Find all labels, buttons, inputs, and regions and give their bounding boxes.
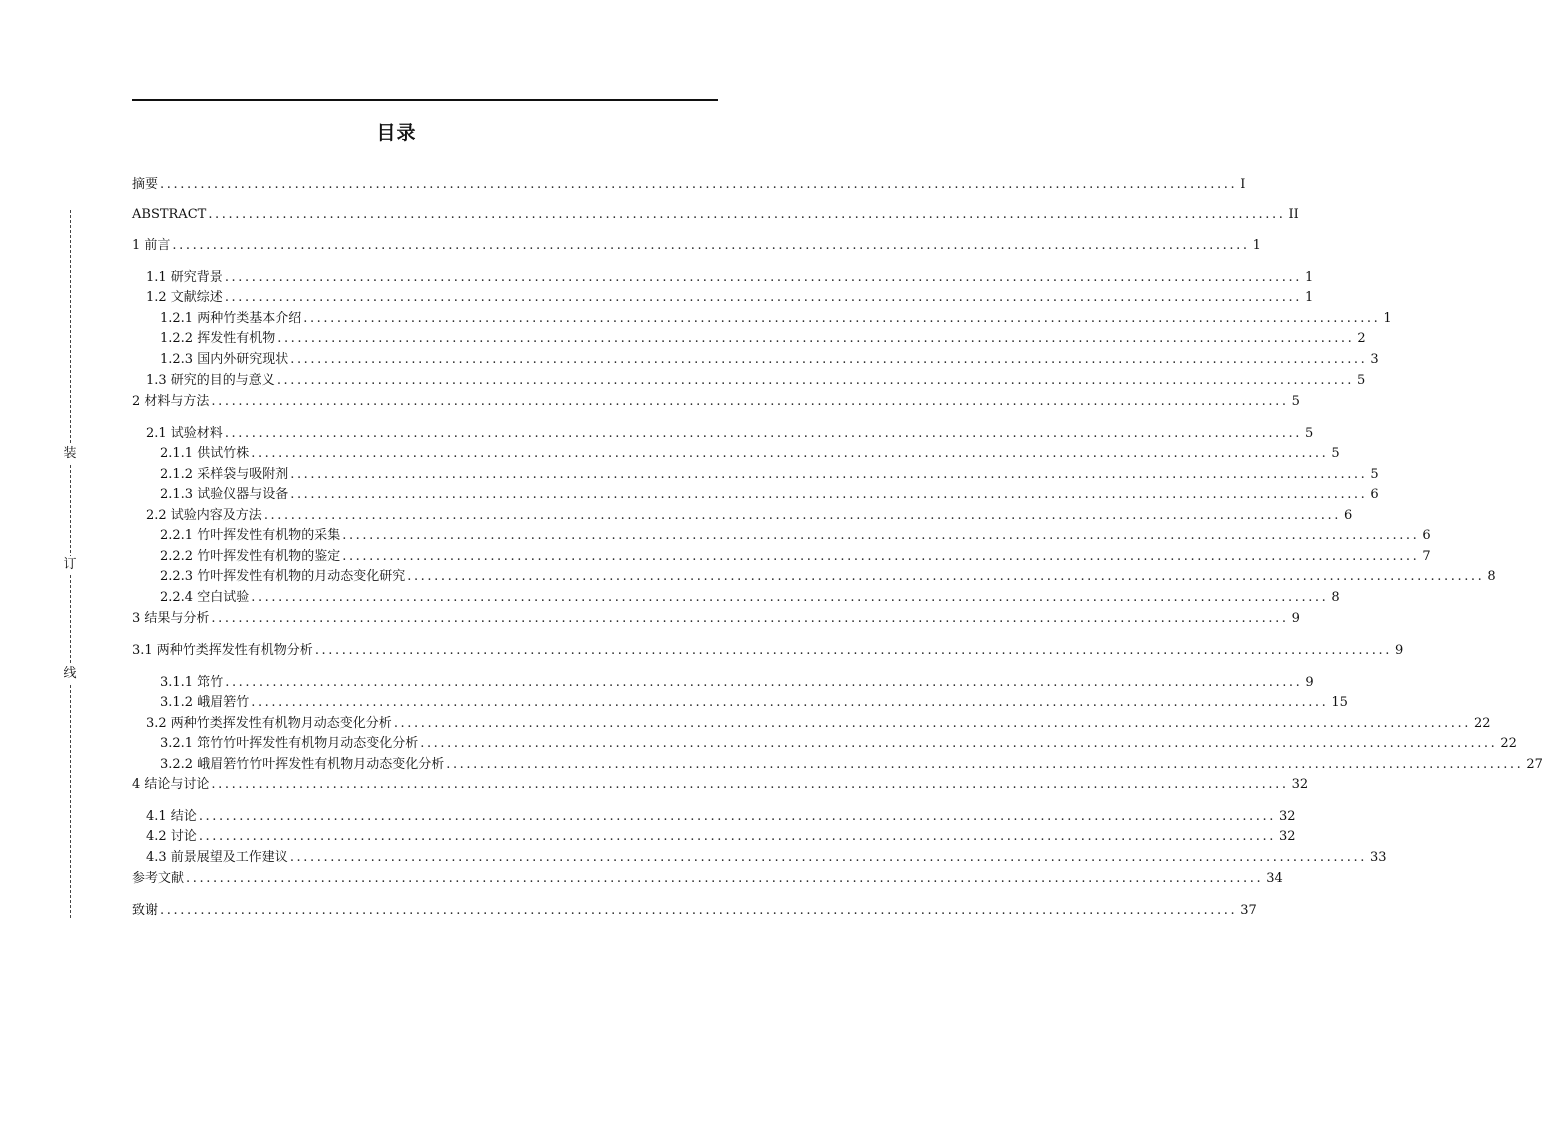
toc-leader-dots: ................................................................................................................................................................ (211, 394, 1289, 409)
toc-entry-label: 2.1.1 供试竹株 (160, 446, 250, 461)
toc-entry[interactable] (146, 850, 1387, 866)
toc-entry[interactable] (160, 311, 1392, 327)
toc-entry-label: 4.3 前景展望及工作建议 (146, 850, 288, 865)
toc-entry-label: 2.1.2 采样袋与吸附剂 (160, 467, 289, 482)
toc-leader-dots: ................................................................................................................................................................ (277, 331, 1355, 346)
toc-leader-dots: ................................................................................................................................................................ (251, 590, 1329, 605)
toc-entry[interactable] (146, 270, 1314, 286)
toc-entry-label: 3.1.1 筇竹 (160, 675, 224, 690)
toc-entry-label: 3 结果与分析 (132, 611, 210, 626)
toc-entry-page: 32 (1291, 777, 1309, 792)
toc-entry[interactable] (160, 352, 1379, 368)
toc-entry-label: 4.2 讨论 (146, 829, 197, 844)
toc-leader-dots: ................................................................................................................................................................ (224, 290, 1302, 305)
toc-entry[interactable] (160, 446, 1340, 462)
toc-entry[interactable] (146, 809, 1296, 825)
toc-entry-label: 2.2 试验内容及方法 (146, 508, 262, 523)
toc-entry-label: 1.2 文献综述 (146, 290, 223, 305)
toc-entry[interactable] (132, 207, 1299, 223)
toc-leader-dots: ................................................................................................................................................................ (289, 850, 1367, 865)
toc-leader-dots: ................................................................................................................................................................ (160, 177, 1238, 192)
toc-leader-dots: ................................................................................................................................................................ (314, 643, 1392, 658)
toc-leader-dots: ................................................................................................................................................................ (186, 871, 1264, 886)
toc-entry[interactable] (160, 331, 1366, 347)
toc-entry-label: 1 前言 (132, 238, 171, 253)
toc-entry-page: 1 (1252, 238, 1261, 253)
toc-entry-label: 3.2 两种竹类挥发性有机物月动态变化分析 (146, 716, 392, 731)
toc-entry-page: 9 (1291, 611, 1300, 626)
toc-leader-dots: ................................................................................................................................................................ (211, 611, 1289, 626)
toc-entry-label: 1.2.1 两种竹类基本介绍 (160, 311, 302, 326)
toc-entry-page: I (1240, 177, 1246, 192)
toc-leader-dots: ................................................................................................................................................................ (224, 270, 1302, 285)
toc-entry-label: 2.2.2 竹叶挥发性有机物的鉴定 (160, 549, 341, 564)
toc-entry-label: 摘要 (132, 177, 159, 192)
toc-entry-page: 27 (1526, 757, 1543, 772)
toc-entry[interactable] (132, 777, 1309, 793)
toc-entry[interactable] (146, 508, 1353, 524)
toc-entry-page: 3 (1370, 352, 1379, 367)
toc-leader-dots: ................................................................................................................................................................ (224, 426, 1302, 441)
toc-entry-label: 4.1 结论 (146, 809, 197, 824)
toc-leader-dots: ................................................................................................................................................................ (263, 508, 1341, 523)
toc-entry-page: 5 (1331, 446, 1340, 461)
toc-entry[interactable] (132, 238, 1261, 254)
toc-entry[interactable] (146, 716, 1491, 732)
toc-leader-dots: ................................................................................................................................................................ (160, 903, 1238, 918)
toc-entry[interactable] (132, 903, 1257, 919)
toc-entry[interactable] (160, 736, 1517, 752)
toc-entry-page: 5 (1370, 467, 1379, 482)
toc-entry-page: 33 (1369, 850, 1387, 865)
toc-entry[interactable] (160, 675, 1314, 691)
toc-leader-dots: ................................................................................................................................................................ (420, 736, 1498, 751)
toc-entry-page: 5 (1291, 394, 1300, 409)
toc-leader-dots: ................................................................................................................................................................ (208, 207, 1286, 222)
toc-entry-label: 2.2.3 竹叶挥发性有机物的月动态变化研究 (160, 569, 406, 584)
toc-entry-page: 15 (1331, 695, 1348, 710)
toc-entry[interactable] (160, 528, 1431, 544)
toc-entry-label: 1.2.3 国内外研究现状 (160, 352, 289, 367)
toc-entry-page: II (1288, 207, 1299, 222)
toc-entry-page: 34 (1266, 871, 1283, 886)
toc-entry-page: 32 (1278, 829, 1296, 844)
toc-leader-dots: ................................................................................................................................................................ (407, 569, 1485, 584)
toc-leader-dots: ................................................................................................................................................................ (290, 467, 1368, 482)
toc-entry[interactable] (160, 757, 1543, 773)
toc-entry-label: 1.1 研究背景 (146, 270, 223, 285)
toc-entry[interactable] (132, 611, 1300, 627)
toc-entry[interactable] (132, 394, 1300, 410)
toc-entry-label: 2 材料与方法 (132, 394, 210, 409)
toc-title: 目录 (376, 122, 417, 144)
toc-entry-page: 7 (1422, 549, 1431, 564)
toc-entry[interactable] (160, 549, 1431, 565)
toc-entry-page: 8 (1487, 569, 1496, 584)
toc-leader-dots: ................................................................................................................................................................ (225, 675, 1303, 690)
toc-entry-page: 1 (1304, 290, 1314, 305)
toc-leader-dots: ................................................................................................................................................................ (290, 487, 1368, 502)
toc-entry-label: 3.1.2 峨眉箬竹 (160, 695, 250, 710)
toc-leader-dots: ................................................................................................................................................................ (276, 373, 1354, 388)
toc-entry-page: 5 (1304, 426, 1314, 441)
toc-entry[interactable] (160, 590, 1340, 606)
toc-entry[interactable] (160, 569, 1496, 585)
toc-entry[interactable] (146, 290, 1314, 306)
toc-entry-label: 3.1 两种竹类挥发性有机物分析 (132, 643, 313, 658)
toc-entry-label: 致谢 (132, 903, 159, 918)
toc-entry-page: 2 (1357, 331, 1366, 346)
toc-leader-dots: ................................................................................................................................................................ (251, 446, 1329, 461)
toc-entry[interactable] (146, 373, 1366, 389)
toc-entry[interactable] (132, 643, 1404, 659)
toc-entry-label: 1.2.2 挥发性有机物 (160, 331, 276, 346)
toc-entry-label: ABSTRACT (132, 207, 207, 222)
toc-entry-label: 参考文献 (132, 871, 185, 886)
toc-entry-page: 6 (1370, 487, 1379, 502)
toc-entry[interactable] (132, 871, 1283, 887)
toc-entry-label: 3.2.1 筇竹竹叶挥发性有机物月动态变化分析 (160, 736, 419, 751)
toc-leader-dots: ................................................................................................................................................................ (342, 528, 1420, 543)
toc-entry-label: 2.1 试验材料 (146, 426, 223, 441)
binding-mark-ding: 订 (63, 557, 77, 572)
toc-entry[interactable] (160, 467, 1379, 483)
header-rule (132, 99, 718, 101)
toc-entry[interactable] (146, 829, 1296, 845)
toc-entry-page: 8 (1331, 590, 1340, 605)
toc-leader-dots: ................................................................................................................................................................ (303, 311, 1381, 326)
toc-entry-page: 6 (1422, 528, 1431, 543)
toc-entry[interactable] (160, 695, 1348, 711)
toc-entry-label: 2.2.4 空白试验 (160, 590, 250, 605)
toc-entry-page: 37 (1240, 903, 1257, 918)
toc-entry-page: 1 (1304, 270, 1314, 285)
toc-leader-dots: ................................................................................................................................................................ (290, 352, 1368, 367)
toc-leader-dots: ................................................................................................................................................................ (172, 238, 1250, 253)
toc-entry-page: 9 (1305, 675, 1314, 690)
toc-entry[interactable] (132, 177, 1246, 193)
toc-entry-page: 22 (1473, 716, 1491, 731)
toc-leader-dots: ................................................................................................................................................................ (342, 549, 1420, 564)
toc-leader-dots: ................................................................................................................................................................ (446, 757, 1524, 772)
toc-entry-label: 4 结论与讨论 (132, 777, 210, 792)
toc-leader-dots: ................................................................................................................................................................ (251, 695, 1329, 710)
toc-entry-label: 2.1.3 试验仪器与设备 (160, 487, 289, 502)
toc-leader-dots: ................................................................................................................................................................ (198, 809, 1276, 824)
toc-entry-page: 22 (1500, 736, 1517, 751)
toc-entry[interactable] (160, 487, 1379, 503)
toc-entry-label: 2.2.1 竹叶挥发性有机物的采集 (160, 528, 341, 543)
toc-entry-page: 1 (1383, 311, 1392, 326)
toc-entry[interactable] (146, 426, 1314, 442)
toc-entry-label: 3.2.2 峨眉箬竹竹叶挥发性有机物月动态变化分析 (160, 757, 445, 772)
toc-entry-page: 9 (1394, 643, 1404, 658)
toc-entry-page: 6 (1343, 508, 1353, 523)
toc-leader-dots: ................................................................................................................................................................ (198, 829, 1276, 844)
toc-leader-dots: ................................................................................................................................................................ (211, 777, 1289, 792)
toc-entry-page: 5 (1356, 373, 1366, 388)
binding-mark-xian: 线 (63, 666, 77, 681)
binding-mark-zhuang: 装 (63, 446, 77, 461)
toc-leader-dots: ................................................................................................................................................................ (393, 716, 1471, 731)
toc-entry-label: 1.3 研究的目的与意义 (146, 373, 275, 388)
toc-entry-page: 32 (1278, 809, 1296, 824)
